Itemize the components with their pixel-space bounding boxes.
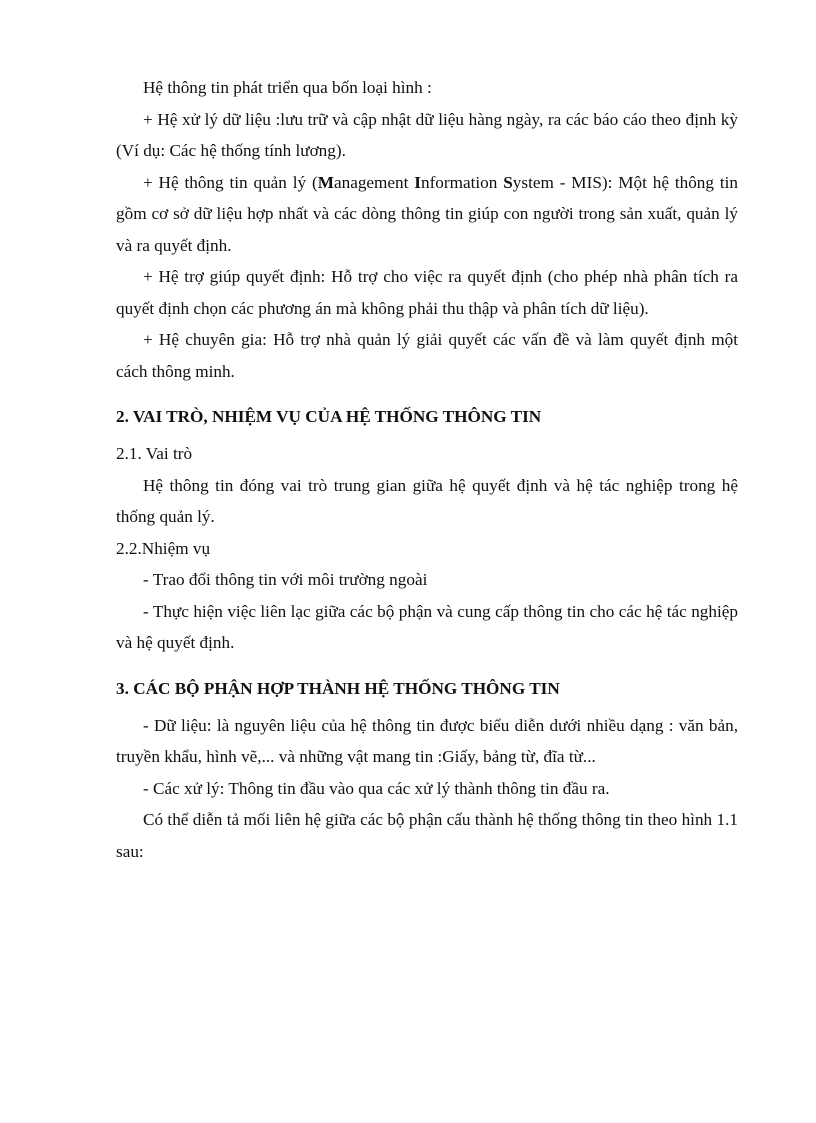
mis-item <box>116 167 738 262</box>
data-processing-item: + Hệ xử lý dữ liệu :lưu trữ và cập nhật dữ liệu hàng ngày, ra các báo cáo theo định kỳ (Ví dụ: Các hệ thống tính lương). <box>116 109 738 160</box>
mis-letter-m: M <box>317 172 334 192</box>
mis-prefix: + Hệ thông tin quản lý ( <box>143 172 318 192</box>
task-bullet-1: - Trao đổi thông tin với môi trường ngoài <box>143 570 428 589</box>
section-2-heading: 2. VAI TRÒ, NHIỆM VỤ CỦA HỆ THỐNG THÔNG TIN <box>116 407 542 426</box>
mis-text-2: nformation <box>420 172 504 192</box>
section-2-1-heading: 2.1. Vai trò <box>116 444 193 463</box>
closing-paragraph: Có thể diễn tả mối liên hệ giữa các bộ phận cấu thành hệ thống thông tin theo hình 1.1 sau: <box>116 810 738 861</box>
component-bullet-2: - Các xử lý: Thông tin đầu vào qua các xử lý thành thông tin đầu ra. <box>143 778 610 798</box>
section-2-2-heading: 2.2.Nhiệm vụ <box>116 538 211 558</box>
component-bullet-1: - Dữ liệu: là nguyên liệu của hệ thông tin được biểu diễn dưới nhiều dạng : văn bản, truyền khẩu, hình vẽ,... và những vật mang tin :Giấy, bảng từ, đĩa từ... <box>116 715 738 766</box>
mis-text-1: anagement <box>333 172 415 192</box>
task-bullet-2: - Thực hiện việc liên lạc giữa các bộ phận và cung cấp thông tin cho các hệ tác nghiệp và hệ quyết định. <box>116 601 738 652</box>
role-paragraph: Hệ thông tin đóng vai trò trung gian giữa hệ quyết định và hệ tác nghiệp trong hệ thống quản lý. <box>116 475 738 526</box>
decision-support-item: + Hệ trợ giúp quyết định: Hỗ trợ cho việc ra quyết định (cho phép nhà phân tích ra quyết định chọn các phương án mà không phải thu thập và phân tích dữ liệu). <box>116 267 738 318</box>
expert-system-item: + Hệ chuyên gia: Hỗ trợ nhà quản lý giải quyết các vấn đề và làm quyết định một cách thông minh. <box>116 330 738 381</box>
section-3-heading: 3. CÁC BỘ PHẬN HỢP THÀNH HỆ THỐNG THÔNG TIN <box>116 678 560 698</box>
intro-paragraph: Hệ thông tin phát triển qua bốn loại hình : <box>143 78 432 97</box>
document-page <box>116 72 738 867</box>
mis-letter-i: I <box>414 172 421 192</box>
mis-text-3: ystem - MIS): Một hệ thông tin gồm cơ sở dữ liệu hợp nhất và các dòng thông tin giúp con người trong sản xuất, quản lý và ra quyết định. <box>116 172 739 255</box>
mis-letter-s: S <box>503 172 513 192</box>
